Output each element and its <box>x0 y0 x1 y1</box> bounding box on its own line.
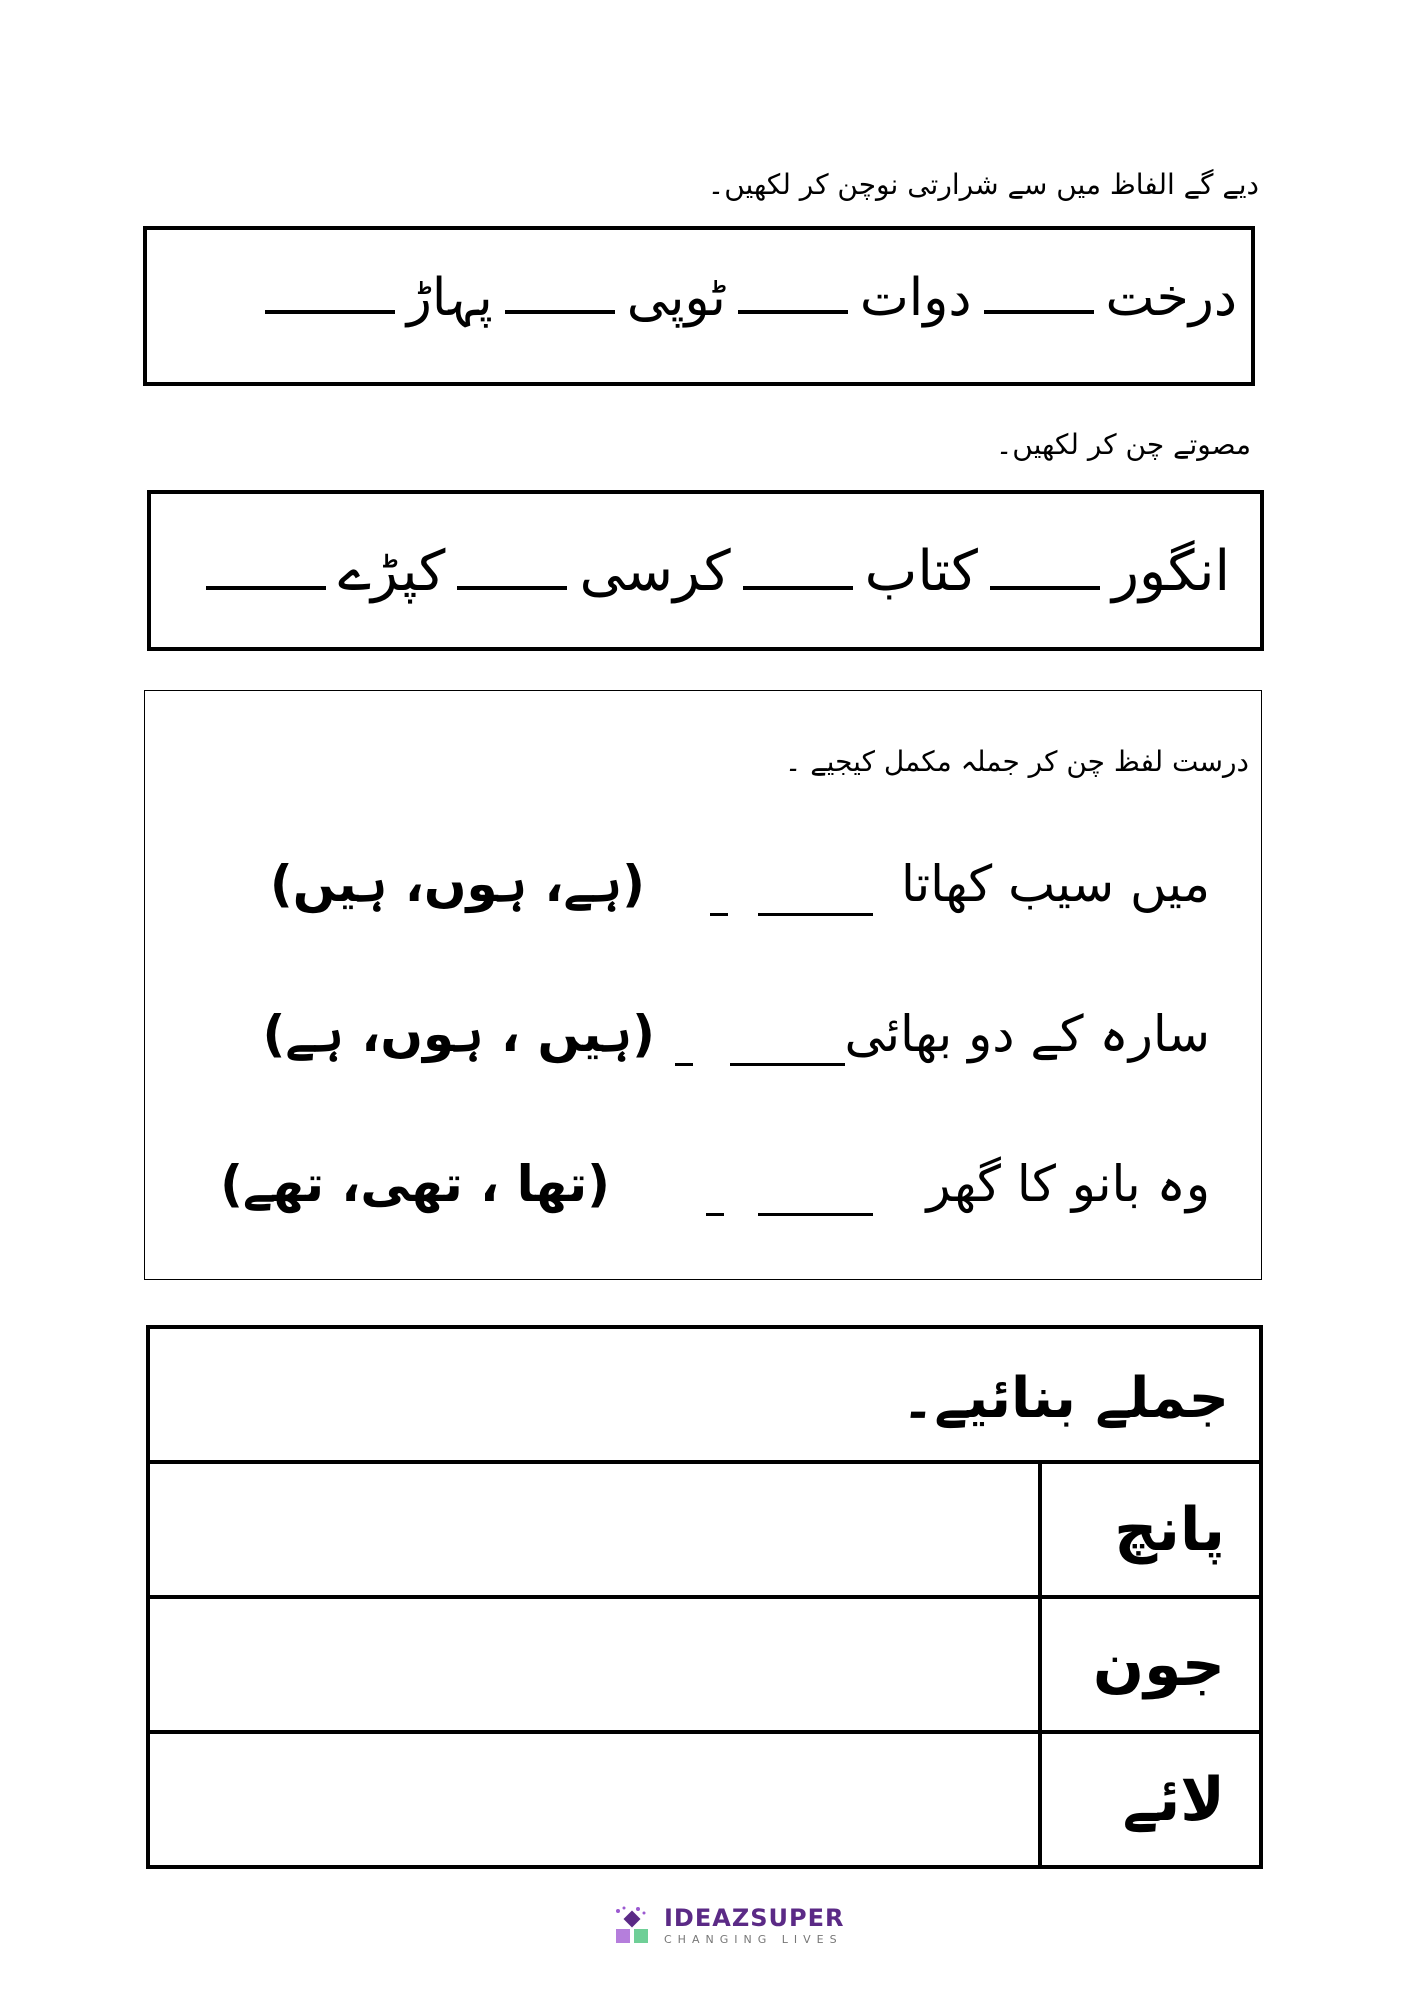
word-item: درخت <box>1105 268 1237 328</box>
word-item: ٹوپی <box>626 268 726 328</box>
answer-blank[interactable] <box>206 586 326 590</box>
sentence-options: (ہیں ، ہوں، ہے) <box>262 1005 655 1063</box>
sentence-stem: وہ بانو کا گھر <box>926 1155 1210 1213</box>
answer-blank[interactable] <box>990 586 1100 590</box>
section2-word-row <box>194 539 1230 604</box>
word-item: انگور <box>1111 539 1230 604</box>
word-item: کرسی <box>579 539 731 604</box>
sentence-word: لائے <box>1040 1732 1261 1867</box>
answer-blank[interactable] <box>738 310 848 314</box>
make-sentences-table <box>146 1325 1263 1869</box>
section1-instruction: دیے گے الفاظ میں سے شرارتی نوچن کر لکھیں۔ <box>707 168 1259 201</box>
sentence-row <box>160 1155 1210 1225</box>
word-item: پہاڑ <box>406 268 493 328</box>
sentence-write-area[interactable] <box>148 1597 1040 1732</box>
section3-instruction: درست لفظ چن کر جملہ مکمل کیجیے ۔ <box>784 745 1249 778</box>
section2-instruction: مصوتے چن کر لکھیں۔ <box>995 428 1251 461</box>
sentence-word: پانچ <box>1040 1462 1261 1597</box>
sentence-stem: میں سیب کھاتا <box>900 855 1210 913</box>
sentence-write-area[interactable] <box>148 1732 1040 1867</box>
brand-name: IDEAZSUPER <box>664 1903 845 1932</box>
word-item: کپڑے <box>338 539 446 604</box>
answer-blank[interactable] <box>984 310 1094 314</box>
answer-blank[interactable] <box>758 1213 873 1216</box>
sentence-options: (ہے، ہوں، ہیں) <box>269 855 645 913</box>
answer-blank[interactable] <box>505 310 615 314</box>
logo-mark-icon <box>614 1905 654 1945</box>
sentence-stem: سارہ کے دو بھائی <box>844 1005 1210 1063</box>
sentence-write-area[interactable] <box>148 1462 1040 1597</box>
make-sentences-title: جملے بنائیے۔ <box>148 1327 1261 1462</box>
section1-word-row <box>253 268 1237 328</box>
answer-blank[interactable] <box>758 913 873 916</box>
section2-word-box <box>147 490 1264 651</box>
answer-blank[interactable] <box>743 586 853 590</box>
answer-blank[interactable] <box>730 1063 845 1066</box>
word-item: دوات <box>859 268 972 328</box>
sentence-row <box>160 855 1210 925</box>
answer-blank[interactable] <box>457 586 567 590</box>
brand-tagline: CHANGING LIVES <box>664 1932 843 1946</box>
sentence-options: (تھا ، تھی، تھے) <box>220 1155 610 1213</box>
answer-blank[interactable] <box>265 310 395 314</box>
logo-text <box>664 1903 845 1946</box>
sentence-word: جون <box>1040 1597 1261 1732</box>
word-item: کتاب <box>864 539 978 604</box>
answer-dash <box>706 1213 724 1216</box>
answer-dash <box>675 1063 693 1066</box>
answer-dash <box>710 913 728 916</box>
brand-logo <box>614 1905 844 1945</box>
section1-word-box <box>143 226 1255 386</box>
sentence-row <box>160 1005 1210 1075</box>
